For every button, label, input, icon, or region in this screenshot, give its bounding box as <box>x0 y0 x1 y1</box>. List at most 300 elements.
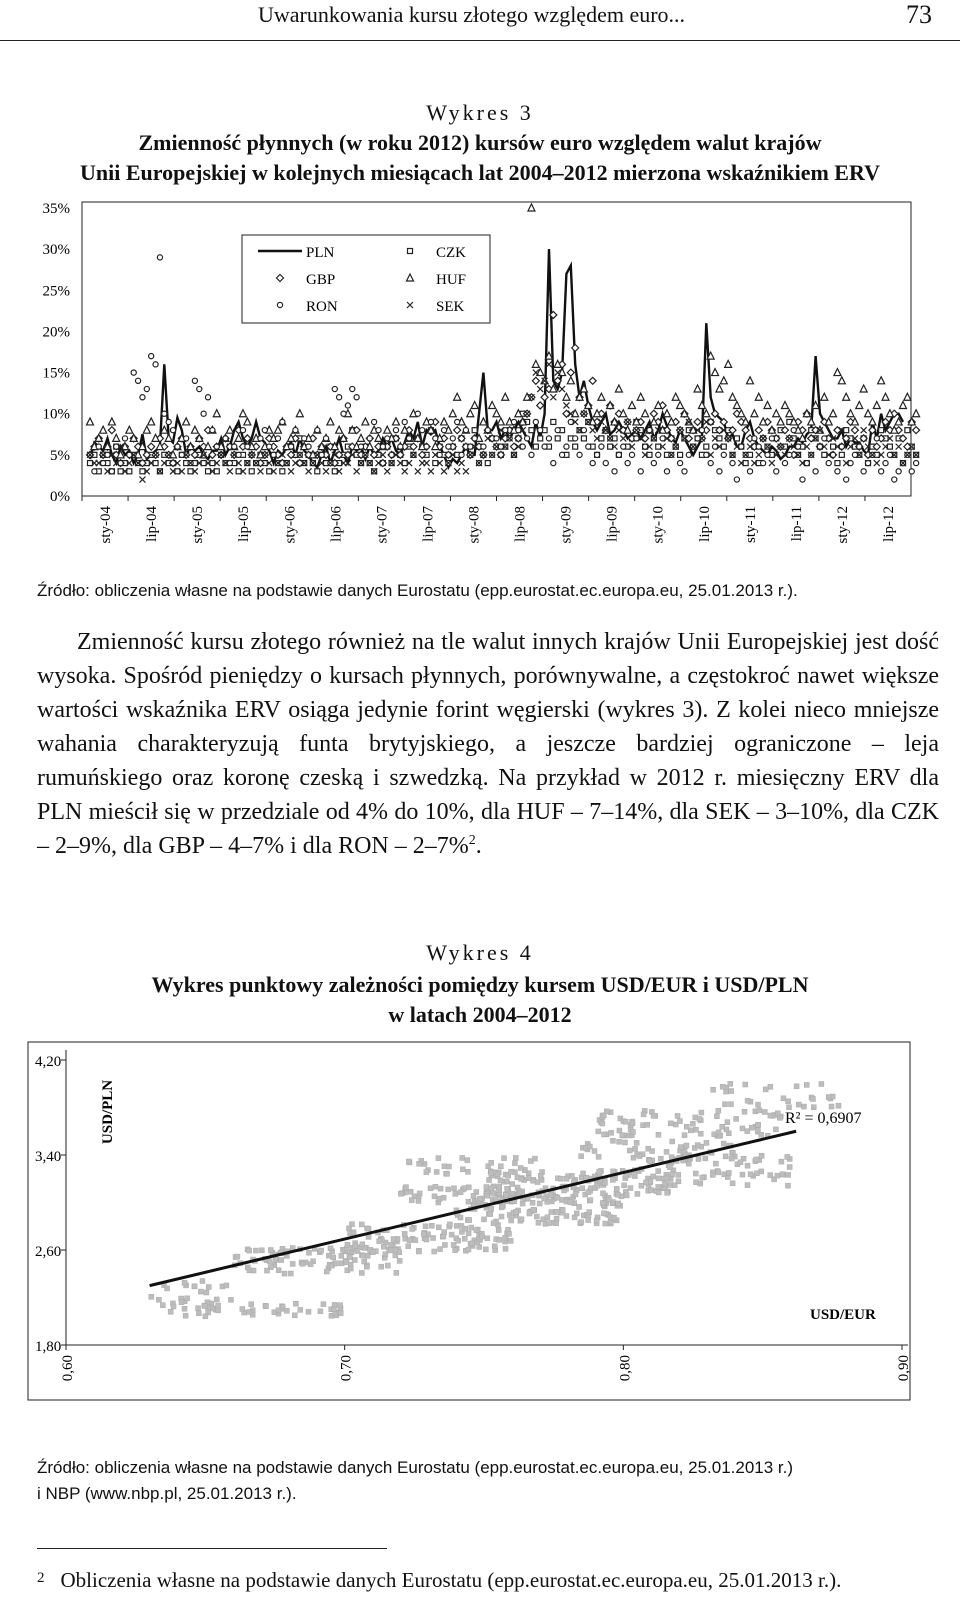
data-point <box>801 1104 806 1109</box>
data-point <box>370 1250 375 1255</box>
data-point <box>616 452 621 457</box>
data-point <box>775 1111 780 1116</box>
data-point <box>514 1209 519 1214</box>
data-point <box>362 418 369 425</box>
data-point <box>216 1303 221 1308</box>
data-point <box>637 1154 642 1159</box>
data-point <box>463 428 468 433</box>
data-point <box>524 436 529 441</box>
data-point <box>489 1171 494 1176</box>
data-point <box>280 419 285 424</box>
data-point <box>258 436 263 441</box>
data-point <box>786 1105 791 1110</box>
data-point <box>638 469 643 474</box>
data-point <box>699 1110 704 1115</box>
data-point <box>603 460 608 465</box>
x-tick-label: lip-07 <box>420 506 437 542</box>
data-point <box>716 385 723 392</box>
data-point <box>459 1223 464 1228</box>
data-point <box>838 377 845 384</box>
data-point <box>510 1182 515 1187</box>
data-point <box>488 1212 493 1217</box>
data-point <box>509 1218 514 1223</box>
data-point <box>728 1102 733 1107</box>
data-point <box>581 436 586 441</box>
data-point <box>678 452 683 457</box>
data-point <box>140 469 145 474</box>
y-tick-label: 3,40 <box>35 1149 62 1165</box>
data-point <box>264 1268 269 1273</box>
data-point <box>201 411 206 416</box>
data-point <box>428 419 433 424</box>
data-point <box>720 1124 725 1129</box>
data-point <box>452 1186 457 1191</box>
data-point <box>179 1300 184 1305</box>
data-point <box>267 1259 272 1264</box>
data-point <box>345 1242 350 1247</box>
data-point <box>780 1172 785 1177</box>
y-tick-label: 10% <box>42 406 70 423</box>
data-point <box>703 1156 708 1161</box>
data-point <box>232 444 237 449</box>
data-point <box>762 1109 767 1114</box>
data-point <box>630 1121 635 1126</box>
figure3-source: Źródło: obliczenia własne na podstawie danych Eurostatu (epp.eurostat.ec.europa.eu, 25.01.2013 r.). <box>37 581 798 600</box>
data-point <box>610 1177 615 1182</box>
data-point <box>504 1179 509 1184</box>
data-point <box>913 427 920 434</box>
data-point <box>714 1114 719 1119</box>
data-point <box>686 1161 691 1166</box>
data-point <box>165 1286 170 1291</box>
data-point <box>192 378 197 383</box>
data-point <box>905 428 910 433</box>
data-point <box>318 1309 323 1314</box>
data-point <box>205 395 210 400</box>
data-point <box>200 1279 205 1284</box>
data-point <box>214 1297 219 1302</box>
data-point <box>519 1217 524 1222</box>
x-tick-label: lip-06 <box>328 506 345 542</box>
x-tick-label: 0,70 <box>338 1355 355 1382</box>
data-point <box>224 1283 229 1288</box>
data-point <box>406 1244 411 1249</box>
data-point <box>729 1089 734 1094</box>
data-point <box>108 418 115 425</box>
data-point <box>148 418 155 425</box>
data-point <box>324 1269 329 1274</box>
data-point <box>263 1304 268 1309</box>
data-point <box>599 444 604 449</box>
data-point <box>126 426 133 433</box>
data-point <box>742 1109 747 1114</box>
data-point <box>588 1198 593 1203</box>
data-point <box>844 428 849 433</box>
data-point <box>332 386 337 391</box>
data-point <box>538 436 543 441</box>
data-point <box>467 410 474 417</box>
data-point <box>359 1270 364 1275</box>
data-point <box>345 403 350 408</box>
data-point <box>432 1249 437 1254</box>
data-point <box>319 1248 324 1253</box>
legend-label: GBP <box>306 272 336 288</box>
figure4-chart <box>0 1030 960 1410</box>
data-point <box>451 1242 456 1247</box>
data-point <box>280 469 285 474</box>
data-point <box>589 377 596 384</box>
data-point <box>682 469 687 474</box>
data-point <box>761 460 766 465</box>
data-point <box>568 1200 573 1205</box>
data-point <box>338 1311 343 1316</box>
data-point <box>822 436 827 441</box>
data-point <box>352 1258 357 1263</box>
data-point <box>843 393 850 400</box>
data-point <box>641 1112 646 1117</box>
data-point <box>432 1194 437 1199</box>
data-point <box>650 410 657 417</box>
y-tick-label: 20% <box>42 324 70 341</box>
paragraph-text: Zmienność kursu złotego również na tle walut innych krajów Unii Europejskiej jest dość wysoka. Spośród pieniędzy o kursach płynnych, porównywalne, a częstokroć nawet większe wartości wskaźnika ERV osiąga jedynie forint węgierski (wykres 3). Z kolei nieco mniejsze wahania charakteryzują funta brytyjskiego, a jeszcze bardziej ograniczone – leja rumuńskiego oraz koronę czeską i szwedzką. Na przykład w 2012 r. miesięczny ERV dla PLN mieścił się w przedziale od 4% do 10%, dla HUF – 7–14%, dla SEK – 3–10%, dla CZK – 2–9%, dla GBP – 4–7% i dla RON – 2–7% <box>37 629 939 859</box>
figure3-chart <box>0 190 960 560</box>
data-point <box>542 1196 547 1201</box>
data-point <box>184 436 189 441</box>
data-point <box>550 394 556 400</box>
x-tick-label: lip-12 <box>880 506 897 542</box>
data-point <box>647 452 652 457</box>
data-point <box>398 1191 403 1196</box>
data-point <box>275 436 280 441</box>
data-point <box>658 1156 663 1161</box>
data-point <box>350 386 355 391</box>
data-point <box>298 1307 303 1312</box>
data-point <box>904 393 911 400</box>
data-point <box>477 1244 482 1249</box>
data-point <box>259 1248 264 1253</box>
data-point <box>717 436 722 441</box>
data-point <box>844 477 849 482</box>
data-point <box>453 1248 458 1253</box>
data-point <box>267 444 272 449</box>
data-point <box>777 418 784 425</box>
data-point <box>752 436 757 441</box>
data-point <box>274 426 281 433</box>
data-point <box>708 460 713 465</box>
data-point <box>569 1173 574 1178</box>
data-point <box>773 410 780 417</box>
data-point <box>351 1230 356 1235</box>
data-point <box>533 419 538 424</box>
data-point <box>449 410 456 417</box>
data-point <box>537 402 544 409</box>
figure4-title-line2: w latach 2004–2012 <box>388 1002 572 1027</box>
data-point <box>149 1294 154 1299</box>
data-point <box>442 1242 447 1247</box>
data-point <box>860 385 867 392</box>
data-point <box>720 1084 725 1089</box>
data-point <box>532 360 539 367</box>
data-point <box>288 468 294 474</box>
data-point <box>403 1185 408 1190</box>
data-point <box>321 1302 326 1307</box>
data-point <box>446 1164 451 1169</box>
data-point <box>620 435 626 441</box>
data-point <box>629 452 634 457</box>
data-point <box>528 204 535 211</box>
footnote-ref[interactable]: 2 <box>468 833 476 848</box>
data-point <box>191 426 198 433</box>
data-point <box>203 1314 208 1319</box>
data-point <box>678 1145 683 1150</box>
data-point <box>376 428 381 433</box>
data-point <box>520 1201 525 1206</box>
data-point <box>821 393 828 400</box>
data-point <box>421 1231 426 1236</box>
data-point <box>580 1186 585 1191</box>
data-point <box>830 410 837 417</box>
data-point <box>497 1237 502 1242</box>
data-point <box>656 444 661 449</box>
data-point <box>438 1186 443 1191</box>
data-point <box>415 411 420 416</box>
data-point <box>366 1226 371 1231</box>
data-point <box>564 444 569 449</box>
y-tick-label: 15% <box>42 365 70 382</box>
series-huf <box>87 204 920 458</box>
data-point <box>433 436 438 441</box>
data-point <box>385 1263 390 1268</box>
data-point <box>606 1197 611 1202</box>
data-point <box>392 418 399 425</box>
x-tick-label: 0,60 <box>60 1355 76 1382</box>
x-tick-label: sty-09 <box>558 506 575 544</box>
data-point <box>804 1082 809 1087</box>
data-point <box>551 460 556 465</box>
data-point <box>542 444 547 449</box>
data-point <box>625 460 630 465</box>
data-point <box>874 436 879 441</box>
data-point <box>481 1217 486 1222</box>
data-point <box>698 1131 703 1136</box>
data-point <box>477 1196 482 1201</box>
data-point <box>513 1155 518 1160</box>
data-point <box>879 469 884 474</box>
data-point <box>397 1258 402 1263</box>
data-point <box>87 418 94 425</box>
data-point <box>240 428 245 433</box>
data-point <box>502 393 509 400</box>
data-point <box>664 1149 669 1154</box>
data-point <box>235 1254 240 1259</box>
data-point <box>358 434 365 441</box>
data-point <box>612 469 617 474</box>
data-point <box>879 428 884 433</box>
data-point <box>436 1225 441 1230</box>
data-point <box>327 418 334 425</box>
data-point <box>667 1182 672 1187</box>
data-point <box>503 1246 508 1251</box>
data-point <box>175 444 180 449</box>
data-point <box>614 1186 619 1191</box>
data-point <box>131 370 136 375</box>
data-point <box>188 469 193 474</box>
data-point <box>670 1139 675 1144</box>
data-point <box>245 444 250 449</box>
data-point <box>650 1149 655 1154</box>
data-point <box>446 444 451 449</box>
data-point <box>726 1170 731 1175</box>
x-tick-label: sty-06 <box>282 506 299 544</box>
data-point <box>402 1231 407 1236</box>
data-point <box>745 1098 750 1103</box>
data-point <box>628 1186 633 1191</box>
data-point <box>577 452 582 457</box>
data-point <box>372 419 377 424</box>
data-point <box>764 401 771 408</box>
data-point <box>384 426 391 433</box>
data-point <box>538 1173 543 1178</box>
data-point <box>437 1247 442 1252</box>
y-tick-label: 1,80 <box>35 1339 62 1355</box>
data-point <box>887 444 892 449</box>
data-point <box>336 426 343 433</box>
figure3-title-line1: Zmienność płynnych (w roku 2012) kursów euro względem walut krajów <box>138 130 822 155</box>
data-point <box>587 1144 592 1149</box>
data-point <box>865 460 870 465</box>
y-tick-label: 35% <box>42 201 70 217</box>
data-point <box>484 1184 489 1189</box>
data-point <box>743 1082 748 1087</box>
data-point <box>481 444 486 449</box>
data-point <box>454 393 461 400</box>
data-point <box>629 401 636 408</box>
data-point <box>153 461 158 466</box>
data-point <box>470 1241 475 1246</box>
data-point <box>774 469 779 474</box>
data-point <box>769 460 775 466</box>
y-tick-label: 30% <box>42 242 70 259</box>
data-point <box>595 1183 600 1188</box>
data-point <box>279 1258 284 1263</box>
data-point <box>362 1259 367 1264</box>
data-point <box>555 436 560 441</box>
data-point <box>694 418 701 425</box>
data-point <box>341 411 346 416</box>
data-point <box>197 386 202 391</box>
data-point <box>296 410 303 417</box>
data-point <box>722 1102 727 1107</box>
data-point <box>728 1081 733 1086</box>
data-point <box>642 410 649 417</box>
data-point <box>92 469 97 474</box>
legend-label: PLN <box>306 245 335 261</box>
data-point <box>402 419 407 424</box>
data-point <box>754 1157 759 1162</box>
data-point <box>603 1221 608 1226</box>
data-point <box>437 1196 442 1201</box>
data-point <box>334 1261 339 1266</box>
data-point <box>668 1121 673 1126</box>
data-point <box>431 1236 436 1241</box>
data-point <box>882 393 889 400</box>
data-point <box>472 428 477 433</box>
data-point <box>563 402 569 408</box>
data-point <box>118 469 123 474</box>
data-point <box>740 1126 745 1131</box>
data-point <box>835 461 840 466</box>
data-point <box>377 1239 382 1244</box>
data-point <box>617 1139 622 1144</box>
data-point <box>667 1165 672 1170</box>
data-point <box>676 1179 681 1184</box>
data-point <box>835 469 840 474</box>
data-point <box>214 444 219 449</box>
data-point <box>617 1128 622 1133</box>
data-point <box>493 1197 498 1202</box>
data-point <box>415 468 421 474</box>
data-point <box>417 1161 422 1166</box>
data-point <box>198 1289 203 1294</box>
data-point <box>822 452 827 457</box>
figure4-label: Wykres 4 <box>426 940 534 965</box>
data-point <box>710 1172 715 1177</box>
data-point <box>466 1199 471 1204</box>
series-pln <box>90 249 903 467</box>
data-point <box>459 452 464 457</box>
data-point <box>182 1306 187 1311</box>
data-point <box>144 386 149 391</box>
data-point <box>466 1247 471 1252</box>
data-point <box>700 1175 705 1180</box>
data-point <box>724 1089 729 1094</box>
data-point <box>756 452 762 458</box>
data-point <box>601 1191 606 1196</box>
data-point <box>573 1192 578 1197</box>
data-point <box>331 1307 336 1312</box>
data-point <box>302 436 307 441</box>
data-point <box>183 1313 188 1318</box>
data-point <box>206 1285 211 1290</box>
data-point <box>900 401 907 408</box>
data-point <box>559 386 565 392</box>
data-point <box>493 410 500 417</box>
figure4-source-line1: Źródło: obliczenia własne na podstawie danych Eurostatu (epp.eurostat.ec.europa.eu, 25.01.2013 r.) <box>37 1458 794 1477</box>
x-tick-label: sty-04 <box>98 506 115 544</box>
data-point <box>567 369 574 376</box>
data-point <box>781 1096 786 1101</box>
data-point <box>537 386 543 392</box>
data-point <box>465 1169 470 1174</box>
data-point <box>598 393 605 400</box>
data-point <box>466 1231 471 1236</box>
data-point <box>730 460 735 465</box>
data-point <box>210 461 215 466</box>
data-point <box>874 460 880 466</box>
data-point <box>883 460 888 465</box>
data-point <box>734 477 739 482</box>
data-point <box>497 1184 502 1189</box>
data-point <box>491 1221 496 1226</box>
data-point <box>596 1154 601 1159</box>
y-tick-label: 4,20 <box>35 1054 62 1070</box>
data-point <box>532 377 539 384</box>
data-point <box>424 444 429 449</box>
data-point <box>696 1157 701 1162</box>
data-point <box>712 369 719 376</box>
data-point <box>676 1172 681 1177</box>
data-point <box>537 1201 542 1206</box>
